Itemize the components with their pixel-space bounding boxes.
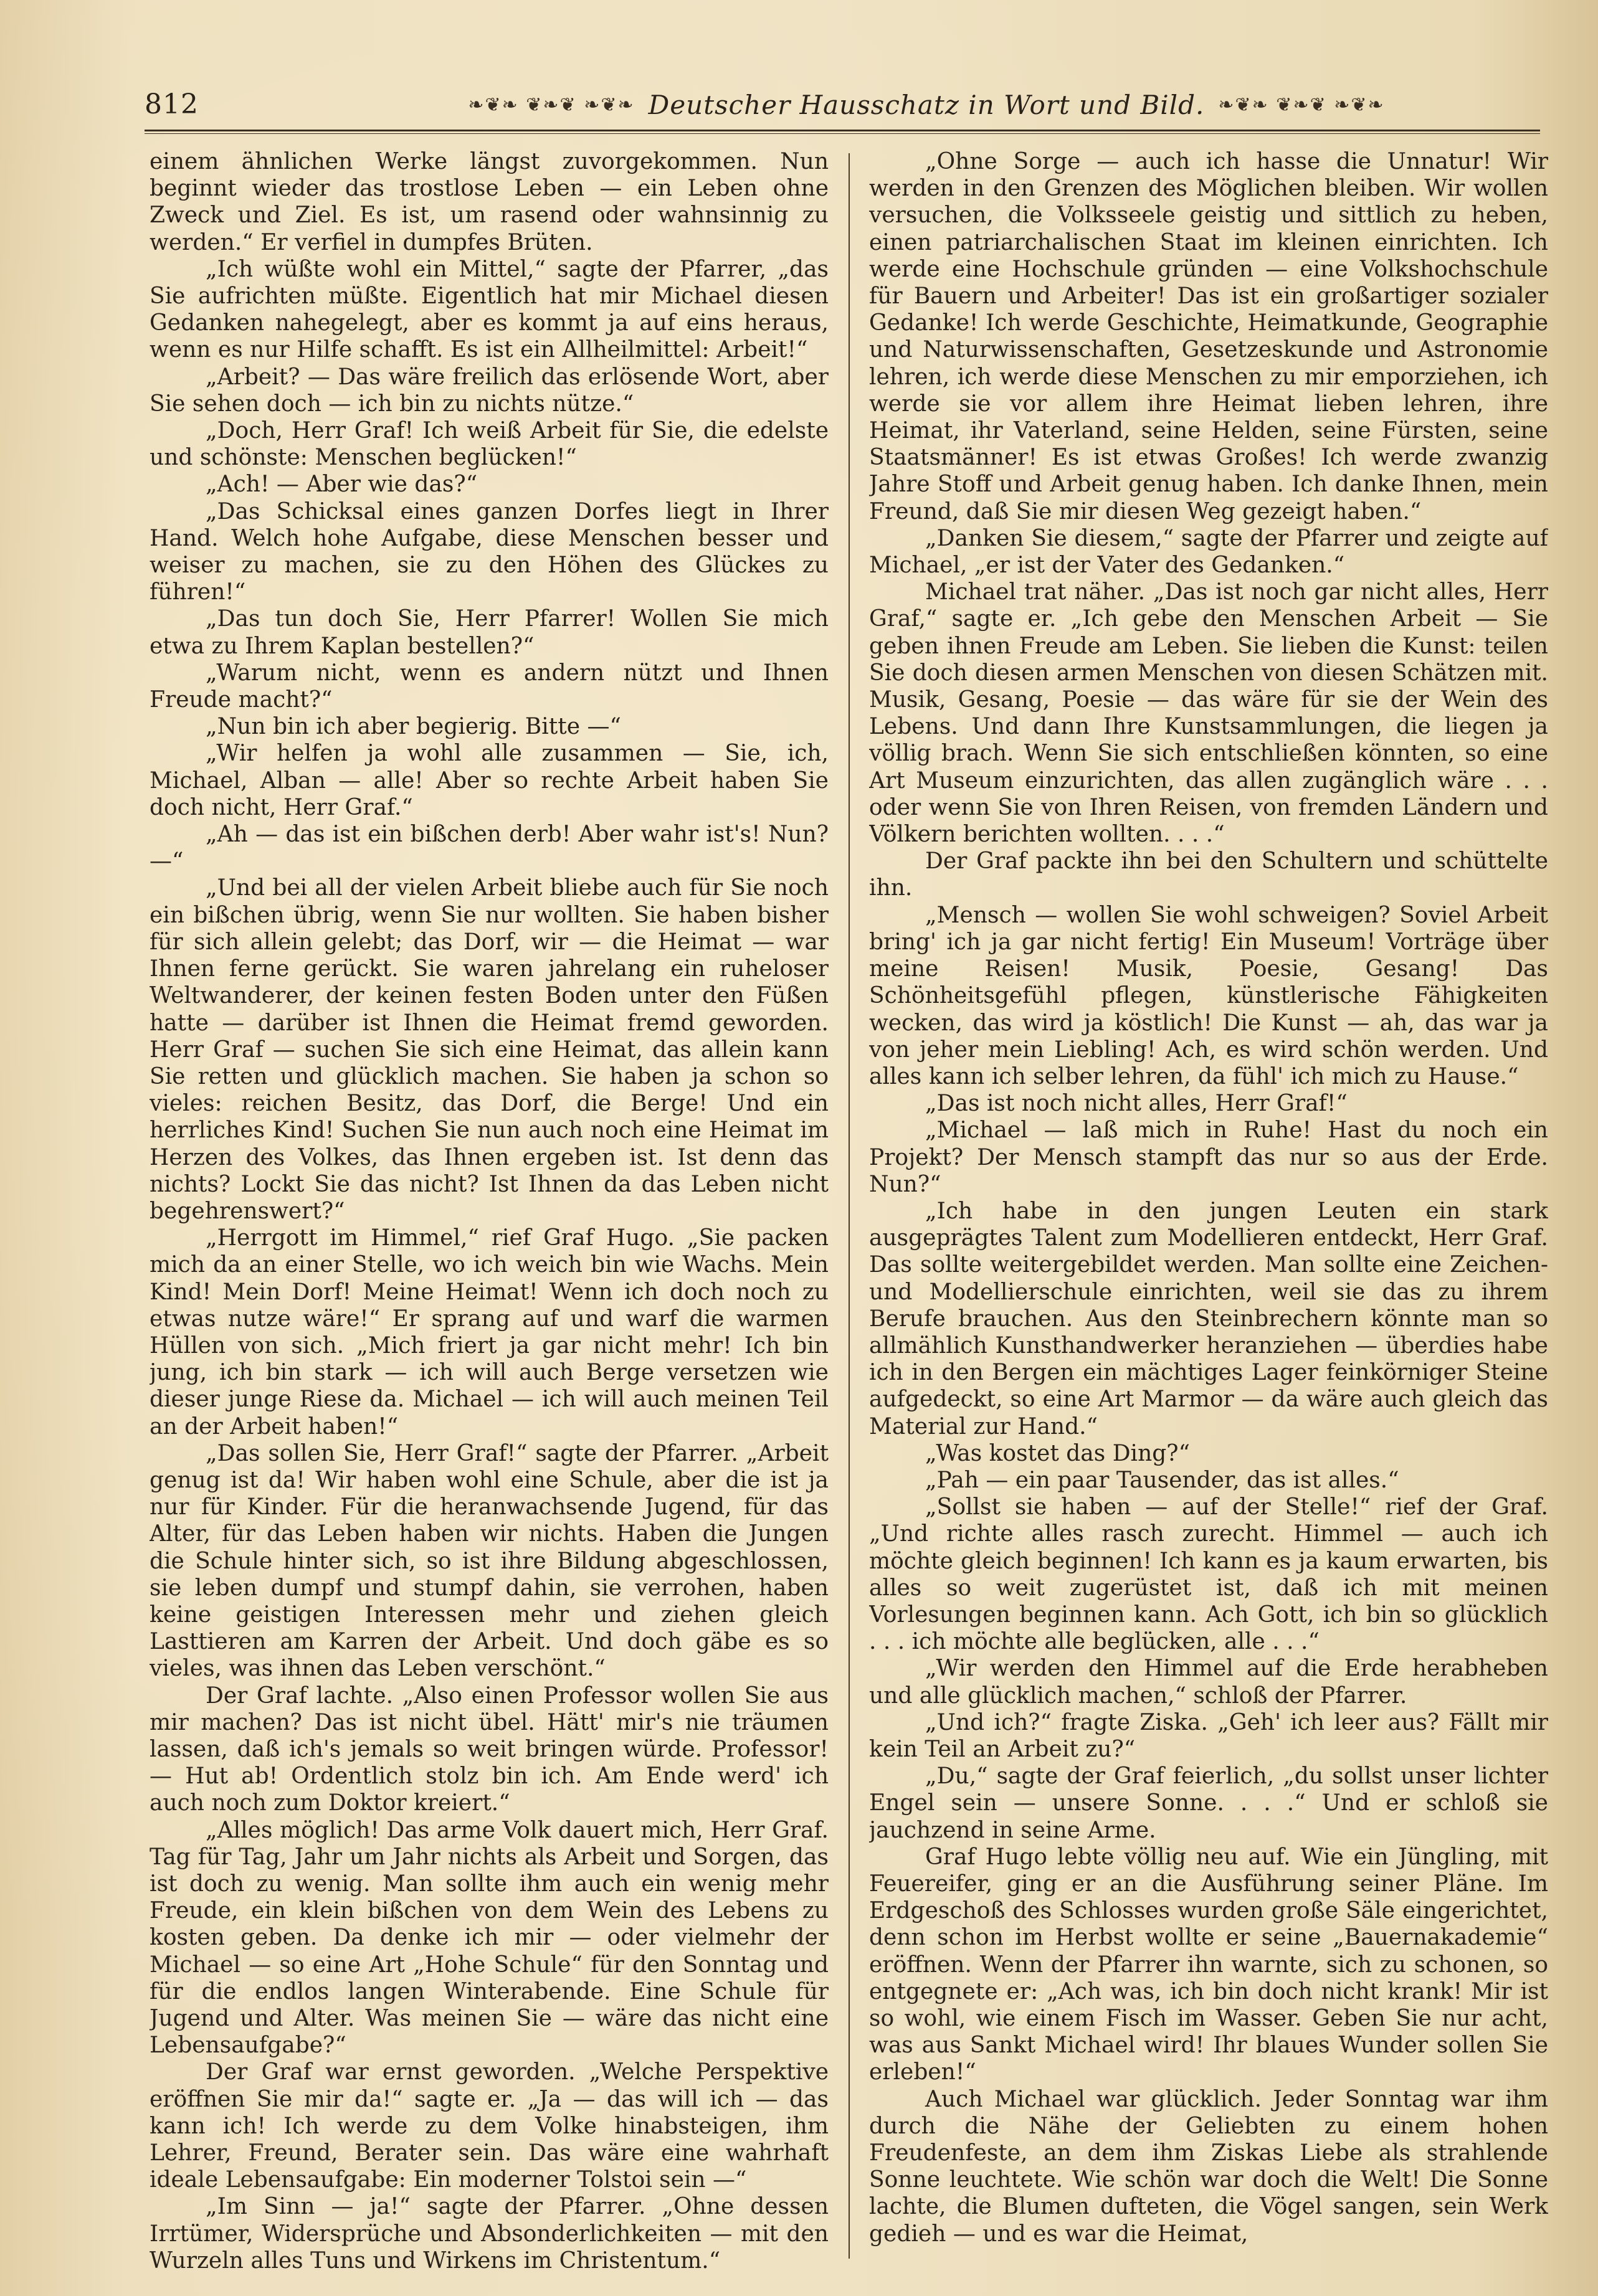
paragraph: „Das ist noch nicht alles, Herr Graf!“ (925, 1091, 1348, 1117)
paragraph: „Ah — das ist ein bißchen derb! Aber wahr ist's! Nun? —“ (150, 822, 829, 875)
paragraph: „Mensch — wollen Sie wohl schweigen? Soviel Arbeit bring' ich ja gar nicht fertig! Ein Museum! Vorträge über meine Reisen! Musik, Poesie, Gesang! Das Schönheitsgefühl pflegen, künstlerische Fähigkeiten wecken, das wird ja köstlich! Die Kunst — ah, das war ja von jeher mein Liebling! Ach, es wird schön werden. Und alles kann ich selber lehren, da fühl' ich mich zu Hause.“ (869, 902, 1548, 1089)
paragraph: „Und ich?“ fragte Ziska. „Geh' ich leer aus? Fällt mir kein Teil an Arbeit zu?“ (869, 1709, 1548, 1762)
paragraph: „Herrgott im Himmel,“ rief Graf Hugo. „Sie packen mich da an einer Stelle, wo ich weich bin wie Wachs. Mein Kind! Mein Dorf! Meine Heimat! Wenn ich doch noch zu etwas nutze wäre!“ Er sprang auf und warf die warmen Hüllen von sich. „Mich friert ja gar nicht mehr! Ich bin jung, ich bin stark — ich will auch Berge versetzen wie dieser junge Riese da. Michael — ich will auch meinen Teil an der Arbeit haben!“ (150, 1225, 829, 1440)
paragraph: Auch Michael war glücklich. Jeder Sonntag war ihm durch die Nähe der Geliebten zu einem hohen Freudenfeste, an dem ihm Ziskas Liebe als strahlende Sonne leuchtete. Wie schön war doch die Welt! Die Sonne lachte, die Blumen dufteten, die Vögel sangen, sein Werk gedieh — und es war die Heimat, (869, 2086, 1548, 2247)
header-rule (145, 130, 1540, 134)
paragraph: „Du,“ sagte der Graf feierlich, „du sollst unser lichter Engel sein — unsere Sonne. . . .“ Und er schloß sie jauchzend in seine Arme. (869, 1763, 1548, 1843)
paragraph: Der Graf lachte. „Also einen Professor wollen Sie aus mir machen? Das ist nicht übel. Hätt' mir's nie träumen lassen, daß ich's jemals so weit bringen würde. Professor! — Hut ab! Ordentlich stolz bin ich. Am Ende werd' ich auch noch zum Doktor kreiert.“ (150, 1682, 829, 1816)
paragraph: „Doch, Herr Graf! Ich weiß Arbeit für Sie, die edelste und schönste: Menschen beglücken!“ (150, 418, 829, 471)
paragraph: „Im Sinn — ja!“ sagte der Pfarrer. „Ohne dessen Irrtümer, Widersprüche und Absonderlichkeiten — mit den Wurzeln alles Tuns und Wirkens im Christentum.“ (150, 2194, 829, 2274)
paragraph: „Alles möglich! Das arme Volk dauert mich, Herr Graf. Tag für Tag, Jahr um Jahr nichts als Arbeit und Sorgen, das ist doch zu wenig. Man sollte ihm auch ein wenig mehr Freude, ein klein bißchen von dem Wein des Lebens zu kosten geben. Da denke ich mir — oder vielmehr der Michael — so eine Art „Hohe Schule“ für den Sonntag und für die endlos langen Winterabende. Eine Schule für Jugend und Alter. Was meinen Sie — wäre das nicht eine Lebensaufgabe?“ (150, 1817, 829, 2059)
paragraph: „Ach! — Aber wie das?“ (206, 472, 478, 498)
paragraph: „Sollst sie haben — auf der Stelle!“ rief der Graf. „Und richte alles rasch zurecht. Himmel — auch ich möchte gleich beginnen! Ich kann es ja kaum erwarten, bis alles so weit zugerüstet ist, daß ich mit meinen Vorlesungen beginnen kann. Ach Gott, ich bin so glücklich . . . ich möchte alle beglücken, alle . . .“ (869, 1494, 1548, 1655)
paragraph: „Ich wüßte wohl ein Mittel,“ sagte der Pfarrer, „das Sie aufrichten müßte. Eigentlich hat mir Michael diesen Gedanken nahegelegt, aber es kommt ja auf eins heraus, wenn es nur Hilfe schafft. Es ist ein Allheilmittel: Arbeit!“ (150, 256, 829, 363)
page-header (145, 86, 1540, 123)
paragraph: „Das tun doch Sie, Herr Pfarrer! Wollen Sie mich etwa zu Ihrem Kaplan bestellen?“ (150, 606, 829, 659)
paragraph: „Pah — ein paar Tausender, das ist alles.“ (925, 1467, 1399, 1493)
paragraph: „Was kostet das Ding?“ (925, 1440, 1191, 1466)
paragraph: „Und bei all der vielen Arbeit bliebe auch für Sie noch ein bißchen übrig, wenn Sie nur wollten. Sie haben bisher für sich allein gelebt; das Dorf, wir — die Heimat — war Ihnen ferne gerückt. Sie waren jahrelang ein ruheloser Weltwanderer, der keinen festen Boden unter den Füßen hatte — darüber ist Ihnen die Heimat fremd geworden. Herr Graf — suchen Sie sich eine Heimat, das allein kann Sie retten und glücklich machen. Sie haben ja schon so vieles: reichen Besitz, das Dorf, die Berge! Und ein herrliches Kind! Suchen Sie nun auch noch eine Heimat im Herzen des Volkes, das Ihnen ergeben ist. Ist denn das nichts? Lockt Sie das nicht? Ist Ihnen da das Leben nicht begehrenswert?“ (150, 875, 829, 1224)
paragraph: „Das Schicksal eines ganzen Dorfes liegt in Ihrer Hand. Welch hohe Aufgabe, diese Menschen besser und weiser zu machen, sie zu den Höhen des Glückes zu führen!“ (150, 498, 829, 605)
paragraph: „Nun bin ich aber begierig. Bitte —“ (206, 714, 621, 740)
paragraph: „Ich habe in den jungen Leuten ein stark ausgeprägtes Talent zum Modellieren entdeckt, Herr Graf. Das sollte weitergebildet werden. Man sollte eine Zeichen- und Modellierschule einrichten, weil sie das zu ihrem Berufe brauchen. Aus den Steinbrechern könnte man so allmählich Kunsthandwerker heranziehen — überdies habe ich in den Bergen ein mächtiges Lager feinkörniger Steine aufgedeckt, so eine Art Marmor — da wäre auch gleich das Material zur Hand.“ (869, 1198, 1548, 1440)
paragraph: „Wir helfen ja wohl alle zusammen — Sie, ich, Michael, Alban — alle! Aber so rechte Arbeit haben Sie doch nicht, Herr Graf.“ (150, 741, 829, 820)
right-column (869, 148, 1548, 2247)
running-title-bar (313, 86, 1540, 123)
text-columns (150, 148, 1548, 2274)
column-divider (849, 153, 850, 2259)
running-title: Deutscher Hausschatz in Wort und Bild. (648, 89, 1205, 120)
paragraph: „Das sollen Sie, Herr Graf!“ sagte der Pfarrer. „Arbeit genug ist da! Wir haben wohl eine Schule, aber die ist ja nur für Kinder. Für die heranwachsende Jugend, für das Alter, für das Leben haben wir nichts. Haben die Jungen die Schule hinter sich, so ist ihre Bildung abgeschlossen, sie leben dumpf und stumpf dahin, sie verrohen, haben keine geistigen Interessen mehr und ziehen gleich Lasttieren am Karren der Arbeit. Und doch gäbe es so vieles, was ihnen das Leben verschönt.“ (150, 1440, 829, 1682)
paragraph: „Michael — laß mich in Ruhe! Hast du noch ein Projekt? Der Mensch stampft das nur so aus der Erde. Nun?“ (869, 1117, 1548, 1197)
paragraph: „Warum nicht, wenn es andern nützt und Ihnen Freude macht?“ (150, 660, 829, 713)
paragraph: einem ähnlichen Werke längst zuvorgekommen. Nun beginnt wieder das trostlose Leben — ein Leben ohne Zweck und Ziel. Es ist, um rasend oder wahnsinnig zu werden.“ Er verfiel in dumpfes Brüten. (150, 149, 829, 255)
paragraph: „Arbeit? — Das wäre freilich das erlösende Wort, aber Sie sehen doch — ich bin zu nichts nütze.“ (150, 364, 829, 417)
page-number: 812 (145, 88, 199, 120)
paragraph: „Ohne Sorge — auch ich hasse die Unnatur! Wir werden in den Grenzen des Möglichen bleiben. Wir wollen versuchen, die Volksseele geistig und sittlich zu heben, einen patriarchalischen Staat im kleinen einrichten. Ich werde eine Hochschule gründen — eine Volkshochschule für Bauern und Arbeiter! Das ist ein großartiger sozialer Gedanke! Ich werde Geschichte, Heimatkunde, Geographie und Naturwissenschaften, Gesetzeskunde und Astronomie lehren, ich werde diese Menschen zu mir emporziehen, ich werde sie vor allem ihre Heimat lieben lehren, ihre Heimat, ihr Vaterland, seine Helden, seine Fürsten, seine Staatsmänner! Es ist etwas Großes! Ich werde zwanzig Jahre Stoff und Arbeit genug haben. Ich danke Ihnen, mein Freund, daß Sie mir diesen Weg gezeigt haben.“ (869, 149, 1548, 524)
paragraph: Graf Hugo lebte völlig neu auf. Wie ein Jüngling, mit Feuereifer, ging er an die Ausführung seiner Pläne. Im Erdgeschoß des Schlosses wurden große Säle eingerichtet, denn schon im Herbst wollte er seine „Bauernakademie“ eröffnen. Wenn der Pfarrer ihn warnte, sich zu schonen, so entgegnete er: „Ach was, ich bin doch nicht krank! Mir ist so wohl, wie einem Fisch im Wasser. Geben Sie nur acht, was aus Sankt Michael wird! Ihr blaues Wunder sollen Sie erleben!“ (869, 1844, 1548, 2085)
paragraph: Michael trat näher. „Das ist noch gar nicht alles, Herr Graf,“ sagte er. „Ich gebe den Menschen Arbeit — Sie geben ihnen Freude am Leben. Sie lieben die Kunst: teilen Sie doch diesen armen Menschen von diesen Schätzen mit. Musik, Gesang, Poesie — das wäre für sie der Wein des Lebens. Und dann Ihre Kunstsammlungen, die liegen ja völlig brach. Wenn Sie sich entschließen könnten, so eine Art Museum einzurichten, das allen zugänglich wäre . . . oder wenn Sie von Ihren Reisen, von fremden Ländern und Völkern berichten wollten. . . .“ (869, 579, 1548, 848)
ornament-left-icon: ❧❦❧ ❦❧❦ ❧❦❧ (468, 93, 635, 116)
paragraph: „Wir werden den Himmel auf die Erde herabheben und alle glücklich machen,“ schloß der Pfarrer. (869, 1656, 1548, 1709)
paragraph: Der Graf war ernst geworden. „Welche Perspektive eröffnen Sie mir da!“ sagte er. „Ja — das will ich — das kann ich! Ich werde zu dem Volke hinabsteigen, ihm Lehrer, Freund, Berater sein. Das wäre eine wahrhaft ideale Lebensaufgabe: Ein moderner Tolstoi sein —“ (150, 2059, 829, 2193)
ornament-right-icon: ❧❦❧ ❦❧❦ ❧❦❧ (1218, 93, 1385, 116)
left-column (150, 148, 829, 2274)
paragraph: Der Graf packte ihn bei den Schultern und schüttelte ihn. (869, 848, 1548, 901)
paragraph: „Danken Sie diesem,“ sagte der Pfarrer und zeigte auf Michael, „er ist der Vater des Gedanken.“ (869, 525, 1548, 579)
